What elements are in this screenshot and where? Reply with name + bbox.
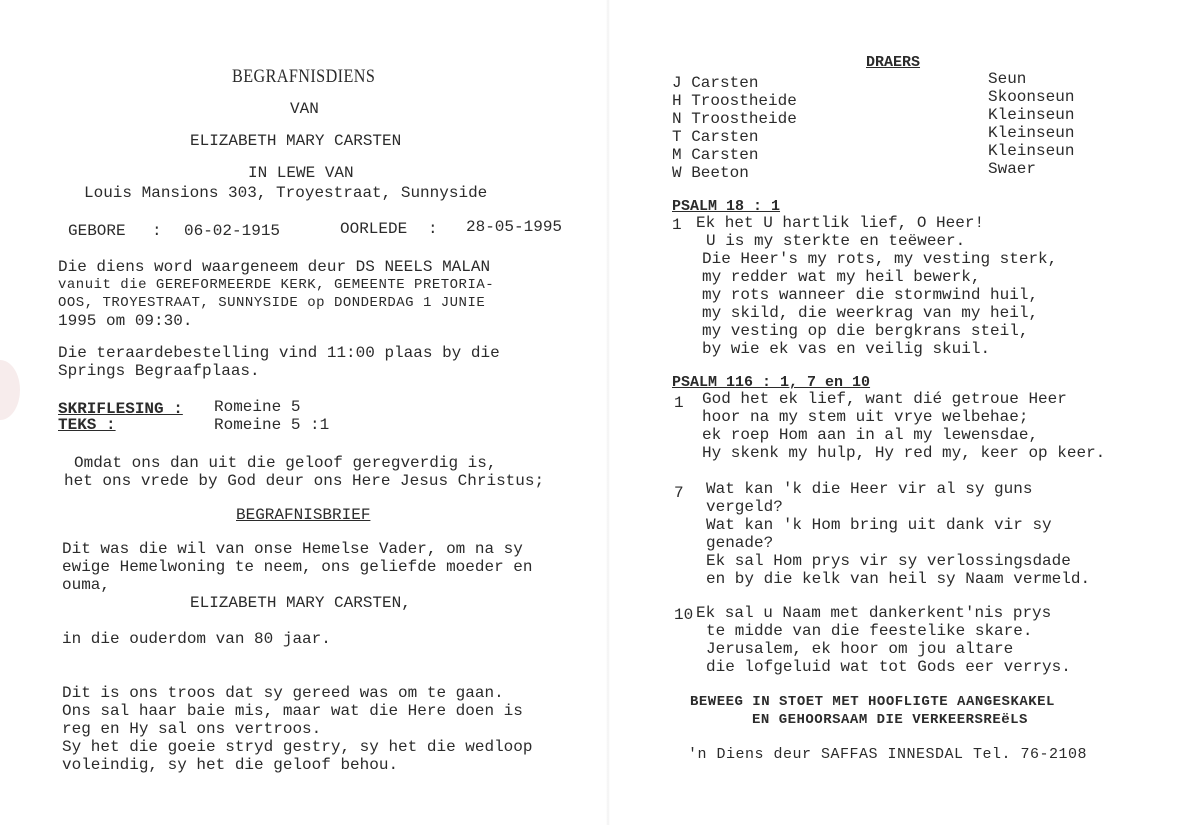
draer-name: J Carsten [672, 74, 759, 92]
draer-name: H Troostheide [672, 92, 797, 110]
psalm-line: by wie ek vas en veilig skuil. [702, 340, 991, 358]
burial-paragraph [58, 344, 500, 380]
service-line: vanuit die GEREFORMEERDE KERK, GEMEENTE PRETORIA- [58, 277, 495, 293]
service-paragraph [58, 258, 494, 330]
psalm116-verse10-number: 10 [674, 606, 694, 624]
draer-name: T Carsten [672, 128, 759, 146]
psalm-line: genade? [706, 534, 774, 552]
brief-paragraph [62, 540, 532, 594]
psalm18-text [696, 214, 1057, 358]
draer-relation: Seun [988, 70, 1027, 88]
comfort-line: Ons sal haar baie mis, maar wat die Here doen is [62, 702, 523, 720]
psalm-line: hoor na my stem uit vrye welbehae; [702, 408, 1029, 426]
comfort-line: Sy het die goeie stryd gestry, sy het die wedloop [62, 738, 533, 756]
van-line: VAN [290, 100, 319, 118]
psalm-line: en by die kelk van heil sy Naam vermeld. [706, 570, 1091, 588]
oorlede-date: 28-05-1995 [466, 218, 563, 236]
burial-line: Springs Begraafplaas. [58, 362, 260, 380]
draers-names [672, 74, 797, 182]
psalm-line: Ek sal u Naam met dankerkent'nis prys [696, 604, 1052, 622]
brief-name: ELIZABETH MARY CARSTEN, [190, 594, 411, 612]
oorlede-separator: : [428, 220, 438, 238]
verse-line: het ons vrede by God deur ons Here Jesus Christus; [64, 472, 545, 490]
psalm-line: Die Heer's my rots, my vesting sterk, [702, 250, 1058, 268]
procession-notice-line1: BEWEEG IN STOET MET HOOFLIGTE AANGESKAKEL [690, 694, 1055, 710]
age-line: in die ouderdom van 80 jaar. [62, 630, 331, 648]
draer-relation: Kleinseun [988, 142, 1075, 160]
psalm-line: my vesting op die bergkrans steil, [702, 322, 1029, 340]
psalm116-verse1-number: 1 [674, 394, 684, 412]
draer-relation: Swaer [988, 160, 1037, 178]
draer-relation: Kleinseun [988, 124, 1075, 142]
procession-notice-line2: EN GEHOORSAAM DIE VERKEERSREëLS [752, 712, 1028, 728]
psalm-line: my redder wat my heil bewerk, [702, 268, 981, 286]
document-title: BEGRAFNISDIENS [232, 66, 376, 87]
undertaker-footer: 'n Diens deur SAFFAS INNESDAL Tel. 76-2108 [688, 746, 1088, 763]
draer-name: M Carsten [672, 146, 759, 164]
psalm-line: te midde van die feestelike skare. [706, 622, 1033, 640]
gebore-separator: : [152, 222, 162, 240]
psalm-line: Ek het U hartlik lief, O Heer! [696, 214, 985, 232]
psalm-line: my skild, die weerkrag van my heil, [702, 304, 1039, 322]
service-line: 1995 om 09:30. [58, 312, 193, 330]
psalm-line: God het ek lief, want dié getroue Heer [702, 390, 1067, 408]
psalm18-title: PSALM 18 : 1 [672, 198, 781, 215]
draer-relation: Skoonseun [988, 88, 1075, 106]
comfort-line: reg en Hy sal ons vertroos. [62, 720, 322, 738]
gebore-date: 06-02-1915 [184, 222, 281, 240]
draers-title: DRAERS [866, 54, 921, 71]
brief-line: ouma, [62, 576, 111, 594]
comfort-line: voleindig, sy het die geloof behou. [62, 756, 399, 774]
brief-line: Dit was die wil van onse Hemelse Vader, om na sy [62, 540, 523, 558]
psalm116-verse10-text [696, 604, 1071, 676]
scripture-verse [64, 454, 544, 490]
draers-relations [988, 70, 1074, 178]
psalm116-verse7-text [706, 480, 1090, 588]
psalm116-title: PSALM 116 : 1, 7 en 10 [672, 374, 871, 391]
psalm116-verse7-number: 7 [674, 484, 684, 502]
brief-title: BEGRAFNISBRIEF [236, 506, 371, 524]
psalm-line: Wat kan 'k die Heer vir al sy guns [706, 480, 1033, 498]
teks-label: TEKS : [58, 416, 116, 434]
deceased-name: ELIZABETH MARY CARSTEN [190, 132, 402, 150]
teks-value: Romeine 5 :1 [214, 416, 330, 434]
psalm-line: Jerusalem, ek hoor om jou altare [706, 640, 1014, 658]
brief-line: ewige Hemelwoning te neem, ons geliefde moeder en [62, 558, 533, 576]
psalm-line: vergeld? [706, 498, 783, 516]
psalm116-verse1-text [702, 390, 1105, 462]
in-lewe-van: IN LEWE VAN [248, 164, 354, 182]
verse-line: Omdat ons dan uit die geloof geregverdig is, [74, 454, 497, 472]
psalm-line: Ek sal Hom prys vir sy verlossingsdade [706, 552, 1071, 570]
psalm-line: die lofgeluid wat tot Gods eer verrys. [706, 658, 1071, 676]
psalm-line: ek roep Hom aan in al my lewensdae, [702, 426, 1039, 444]
comfort-paragraph [62, 684, 532, 774]
psalm-line: Hy skenk my hulp, Hy red my, keer op keer. [702, 444, 1106, 462]
gebore-label: GEBORE [68, 222, 126, 240]
draer-name: N Troostheide [672, 110, 797, 128]
right-page [610, 0, 1200, 825]
psalm-line: my rots wanneer die stormwind huil, [702, 286, 1039, 304]
address: Louis Mansions 303, Troyestraat, Sunnyside [84, 184, 488, 202]
service-line: OOS, TROYESTRAAT, SUNNYSIDE op DONDERDAG 1 JUNIE [58, 295, 486, 311]
skriflesing-value: Romeine 5 [214, 398, 301, 416]
comfort-line: Dit is ons troos dat sy gereed was om te gaan. [62, 684, 504, 702]
draer-relation: Kleinseun [988, 106, 1075, 124]
skriflesing-label: SKRIFLESING : [58, 400, 183, 418]
service-line: Die diens word waargeneem deur DS NEELS MALAN [58, 258, 491, 276]
burial-line: Die teraardebestelling vind 11:00 plaas by die [58, 344, 500, 362]
draer-name: W Beeton [672, 164, 749, 182]
psalm-line: Wat kan 'k Hom bring uit dank vir sy [706, 516, 1052, 534]
psalm18-verse-number: 1 [672, 216, 682, 234]
oorlede-label: OORLEDE [340, 220, 408, 238]
psalm-line: U is my sterkte en teëweer. [706, 232, 966, 250]
